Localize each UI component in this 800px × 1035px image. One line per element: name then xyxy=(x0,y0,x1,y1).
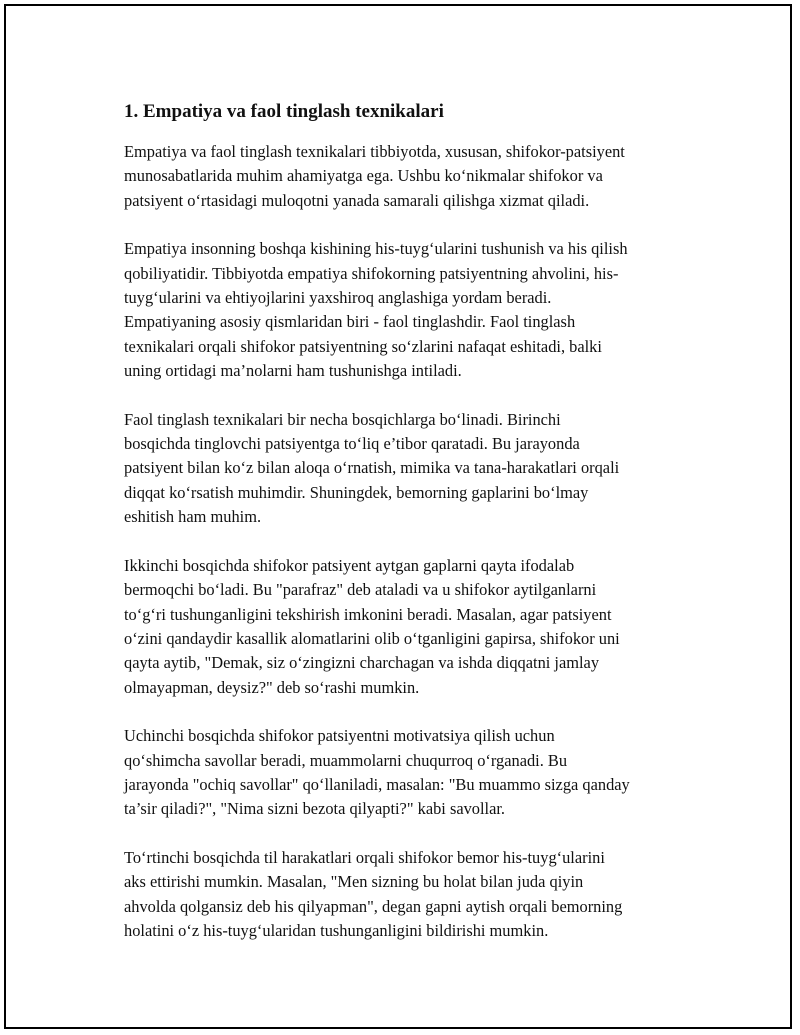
paragraph-line: qayta aytib, "Demak, siz o‘zingizni charchagan va ishda diqqatni jamlay xyxy=(124,653,600,673)
paragraph-line: munosabatlarida muhim ahamiyatga ega. Ushbu ko‘nikmalar shifokor va xyxy=(124,166,603,186)
paragraph xyxy=(124,237,704,383)
paragraph-line: tuyg‘ularini va ehtiyojlarini yaxshiroq anglashiga yordam beradi. xyxy=(124,288,552,308)
paragraph-line: bosqichda tinglovchi patsiyentga to‘liq e’tibor qaratadi. Bu jarayonda xyxy=(124,434,580,454)
paragraph-line: holatini o‘z his-tuyg‘ularidan tushunganligini bildirishi mumkin. xyxy=(124,920,549,940)
paragraph-line: aks ettirishi mumkin. Masalan, "Men sizning bu holat bilan juda qiyin xyxy=(124,872,584,892)
paragraph-line: uning ortidagi ma’nolarni ham tushunishga intiladi. xyxy=(124,361,462,381)
document-body xyxy=(124,100,704,967)
paragraph-line: Uchinchi bosqichda shifokor patsiyentni motivatsiya qilish uchun xyxy=(124,726,555,746)
paragraph-line: Faol tinglash texnikalari bir necha bosqichlarga bo‘linadi. Birinchi xyxy=(124,409,561,429)
paragraph-line: patsiyent o‘rtasidagi muloqotni yanada samarali qilishga xizmat qiladi. xyxy=(124,190,590,210)
paragraph-line: qo‘shimcha savollar beradi, muammolarni chuqurroq o‘rganadi. Bu xyxy=(124,750,568,770)
paragraph-line: ahvolda qolgansiz deb his qilyapman", degan gapni aytish orqali bemorning xyxy=(124,896,623,916)
section-title: 1. Empatiya va faol tinglash texnikalari xyxy=(124,101,444,122)
paragraph-line: to‘g‘ri tushunganligini tekshirish imkonini beradi. Masalan, agar patsiyent xyxy=(124,604,612,624)
page-border xyxy=(4,4,792,1029)
paragraph xyxy=(124,846,704,944)
paragraph-line: ta’sir qiladi?", "Nima sizni bezota qilyapti?" kabi savollar. xyxy=(124,799,506,819)
paragraphs-container xyxy=(124,140,704,943)
paragraph xyxy=(124,554,704,700)
paragraph-line: eshitish ham muhim. xyxy=(124,507,262,527)
paragraph xyxy=(124,408,704,530)
paragraph-line: Empatiya insonning boshqa kishining his-tuyg‘ularini tushunish va his qilish xyxy=(124,239,628,259)
paragraph-line: olmayapman, deysiz?" deb so‘rashi mumkin. xyxy=(124,677,420,697)
paragraph-line: texnikalari orqali shifokor patsiyentning so‘zlarini nafaqat eshitadi, balki xyxy=(124,336,602,356)
paragraph-line: To‘rtinchi bosqichda til harakatlari orqali shifokor bemor his-tuyg‘ularini xyxy=(124,847,605,867)
paragraph-line: Ikkinchi bosqichda shifokor patsiyent aytgan gaplarni qayta ifodalab xyxy=(124,555,575,575)
paragraph-line: diqqat ko‘rsatish muhimdir. Shuningdek, bemorning gaplarini bo‘lmay xyxy=(124,482,589,502)
paragraph-line: jarayonda "ochiq savollar" qo‘llaniladi, masalan: "Bu muammo sizga qanday xyxy=(124,774,630,794)
paragraph-line: qobiliyatidir. Tibbiyotda empatiya shifokorning patsiyentning ahvolini, his- xyxy=(124,263,619,283)
paragraph-line: Empatiya va faol tinglash texnikalari tibbiyotda, xususan, shifokor-patsiyent xyxy=(124,142,625,161)
paragraph xyxy=(124,140,704,213)
paragraph-line: Empatiyaning asosiy qismlaridan biri - faol tinglashdir. Faol tinglash xyxy=(124,312,576,332)
paragraph-line: o‘zini qandaydir kasallik alomatlarini olib o‘tganligini gapirsa, shifokor uni xyxy=(124,628,620,648)
paragraph-line: bermoqchi bo‘ladi. Bu "parafraz" deb ataladi va u shifokor aytilganlarni xyxy=(124,580,597,600)
paragraph xyxy=(124,724,704,822)
paragraph-line: patsiyent bilan ko‘z bilan aloqa o‘rnatish, mimika va tana-harakatlari orqali xyxy=(124,458,620,478)
